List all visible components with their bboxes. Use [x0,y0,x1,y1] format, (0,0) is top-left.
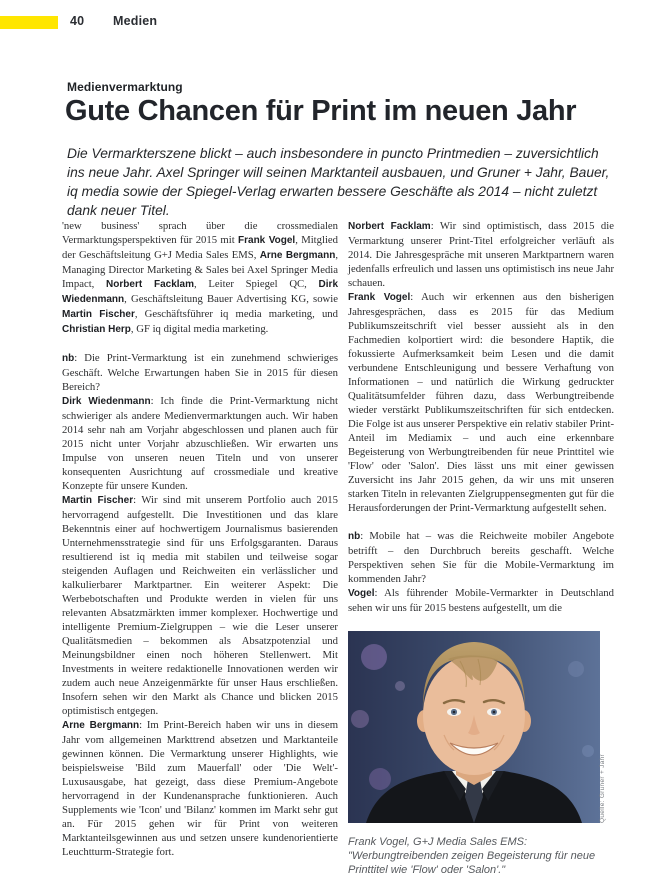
column-right [348,219,614,877]
speaker-name: Dirk Wiedenmann [62,279,338,305]
paragraph [348,529,614,586]
paragraph [348,586,614,615]
column-right-text [348,219,614,615]
article-columns [62,219,614,877]
portrait-image [348,631,606,823]
body-text: , GF iq digital media marketing. [130,323,269,335]
headline: Gute Chancen für Print im neuen Jahr [65,95,577,127]
speaker-name: Norbert Facklam [348,221,431,232]
page-number: 40 [70,14,85,28]
body-text: : Mobile hat – was die Reichweite mobiler Angebote betrifft – den Durchbruch bereits geschafft. Welche Perspektiven sehen Sie für die Mobile-Vermarktung im kommenden Jahr? [348,530,614,585]
speaker-name: nb [62,353,75,364]
paragraph [62,394,338,493]
paragraph [62,493,338,718]
body-text: , Leiter Spiegel QC, [194,278,319,290]
portrait-illustration [348,631,600,823]
portrait-photo [348,631,606,877]
lead-paragraph: Die Vermarkterszene blickt – auch insbesondere in puncto Printmedien – zuversichtlich ins neue Jahr. Axel Springer will seinen Marktanteil ausbauen, und Gruner + Jahr, Bauer, iq media sowie der Spiegel-Verlag erwarten bessere Geschäfte als 2014 – nicht zuletzt dank neuer Titel. [67,146,610,218]
body-text: : Ich finde die Print-Vermarktung nicht schwieriger als andere Medienvermarktungen auch. Wir haben 2014 sehr nah am Vorjahr abgeschlossen und planen auch für 2015 nicht unter Vorjahr abzuschließen. Wir erwarten uns Impulse von unseren neuen Titeln und von unserer konsequenten Ausrichtung auf crossmediale und kreative Konzepte für unsere Kunden. [62,395,338,492]
paragraph [62,219,338,337]
body-text: , Geschäftsleitung Bauer Advertising KG, sowie [124,293,338,305]
body-text: : Wir sind optimistisch, dass 2015 die Vermarktung unserer Print-Titel erfolgreicher verläuft als 2014. Die Jahresgespräche mit unseren Marktpartnern waren jedenfalls erfreulich und lassen uns optimistisch ins neue Jahr schauen. [348,220,614,289]
body-text: : Im Print-Bereich haben wir uns in diesem Jahr vom allgemeinen Markttrend absetzen und Marktanteile gewinnen können. Die Vermarktung unserer Highlights, wie beispielsweise 'Bild zum Mauerfall' oder 'Die Welt'-Luxusausgabe, hat gezeigt, dass diese Premium-Angebote hervorragend in der Kundenansprache funktionieren. Auch Supplements wie 'Icon' und 'Bilanz' kommen im Markt sehr gut an. Für 2015 gehen wir für Print von weiteren Marktanteilsgewinnen aus und setzen unsere kundenorientierte Leuchtturm-Strategie fort. [62,719,339,858]
speaker-name: Christian Herp [62,324,131,335]
speaker-name: Frank Vogel [238,235,296,246]
speaker-name: Dirk Wiedenmann [62,396,151,407]
speaker-name: Frank Vogel [348,292,411,303]
paragraph [348,290,614,515]
body-text: , Geschäftsführer iq media marketing, und [134,308,338,320]
paragraph [348,219,614,290]
body-text: : Wir sind mit unserem Portfolio auch 2015 hervorragend aufgestellt. Die Investitionen und das klare Bekenntnis einer auf hochwertigem Journalismus basierenden Unternehmensstrategie sind für uns Erfolgsgaranten. Daraus resultierend ist iq media mit stabilen und teilweise sogar steigenden Auflagen und Reichweiten ein verlässlicher und kalkulierbarer Marktpartner. Ein weiterer Aspekt: Die Werbebotschaften und Produkte werden in vielen für uns relevanten Absatzmärkten immer komplexer. Hochwertige und intelligente Premium-Zielgruppen – wie die Leser unserer Qualitätsmedien – bekommen als Absatzpotenzial und Meinungsbildner einen noch höheren Stellenwert. Mit Investments in weitere redaktionelle Innovationen werden wir zudem auch neue Anzeigenmärkte für unser Haus erschließen. Insofern sehen wir den Markt als Chance und blicken 2015 optimistisch entgegen. [62,494,338,717]
kicker: Medienvermarktung [67,80,183,94]
paragraph [62,718,338,859]
body-text: : Die Print-Vermarktung ist ein zunehmend schwieriges Geschäft. Welche Erwartungen haben Sie in 2015 für diesen Bereich? [62,352,338,393]
body-text: : Als führender Mobile-Vermarkter in Deutschland sehen wir uns für 2015 bestens aufgestellt, um die [348,587,614,614]
body-text: 'new business' sprach über die crossmedialen Vermarktungsperspektiven für 2015 mit [62,220,338,246]
photo-caption: Frank Vogel, G+J Media Sales EMS: "Werbungtreibenden zeigen Begeisterung für neue Printtitel wie 'Flow' oder 'Salon'." [348,836,596,876]
speaker-name: Martin Fischer [62,309,135,320]
paragraph [62,351,338,394]
body-text: : Auch wir erkennen aus den bisherigen Jahresgesprächen, dass es 2015 für das Medium Publikumszeitschrift viel besser aussieht als in den Fachmedien kolportiert wird: die besondere Haptik, die fokussierte Aufmerksamkeit beim Lesen und die damit verbundene Entschleunigung und bessere Verhaftung von Informationen – und natürlich die Wirkung gedruckter Qualitätsumfelder führen dazu, dass Werbungtreibende wieder verstärkt Publikumszeitschriften für sich entdecken. Die Folge ist aus unserer Perspektive ein relativ stabiler Print-Anteil im Mediamix – und auch eine erkennbare Begeisterung von Werbungtreibenden für neue Printtitel wie 'Flow' oder 'Salon'. Dies lässt uns mit einer gewissen Zuversicht ins Jahr 2015 gehen, da wir uns mit unseren starken Titeln in relevanten Zielgruppensegmenten gut für die Herausforderungen der Print-Vermarktung aufgestellt sehen. [348,291,615,514]
speaker-name: Arne Bergmann [62,720,140,731]
body-text: , Mitglied der Geschäftsleitung G+J Media Sales EMS, [62,234,339,261]
photo-credit: Quelle: Gruner + Jahr [599,754,606,823]
section-title: Medien [113,14,158,28]
speaker-name: Vogel [348,588,375,599]
speaker-name: Martin Fischer [62,495,134,506]
column-left [62,219,338,877]
speaker-name: Norbert Facklam [106,279,194,290]
speaker-name: Arne Bergmann [259,250,336,261]
speaker-name: nb [348,531,361,542]
body-text: , Managing Director Marketing & Sales bei Axel Springer Media Impact, [62,249,339,290]
accent-bar [0,16,58,29]
